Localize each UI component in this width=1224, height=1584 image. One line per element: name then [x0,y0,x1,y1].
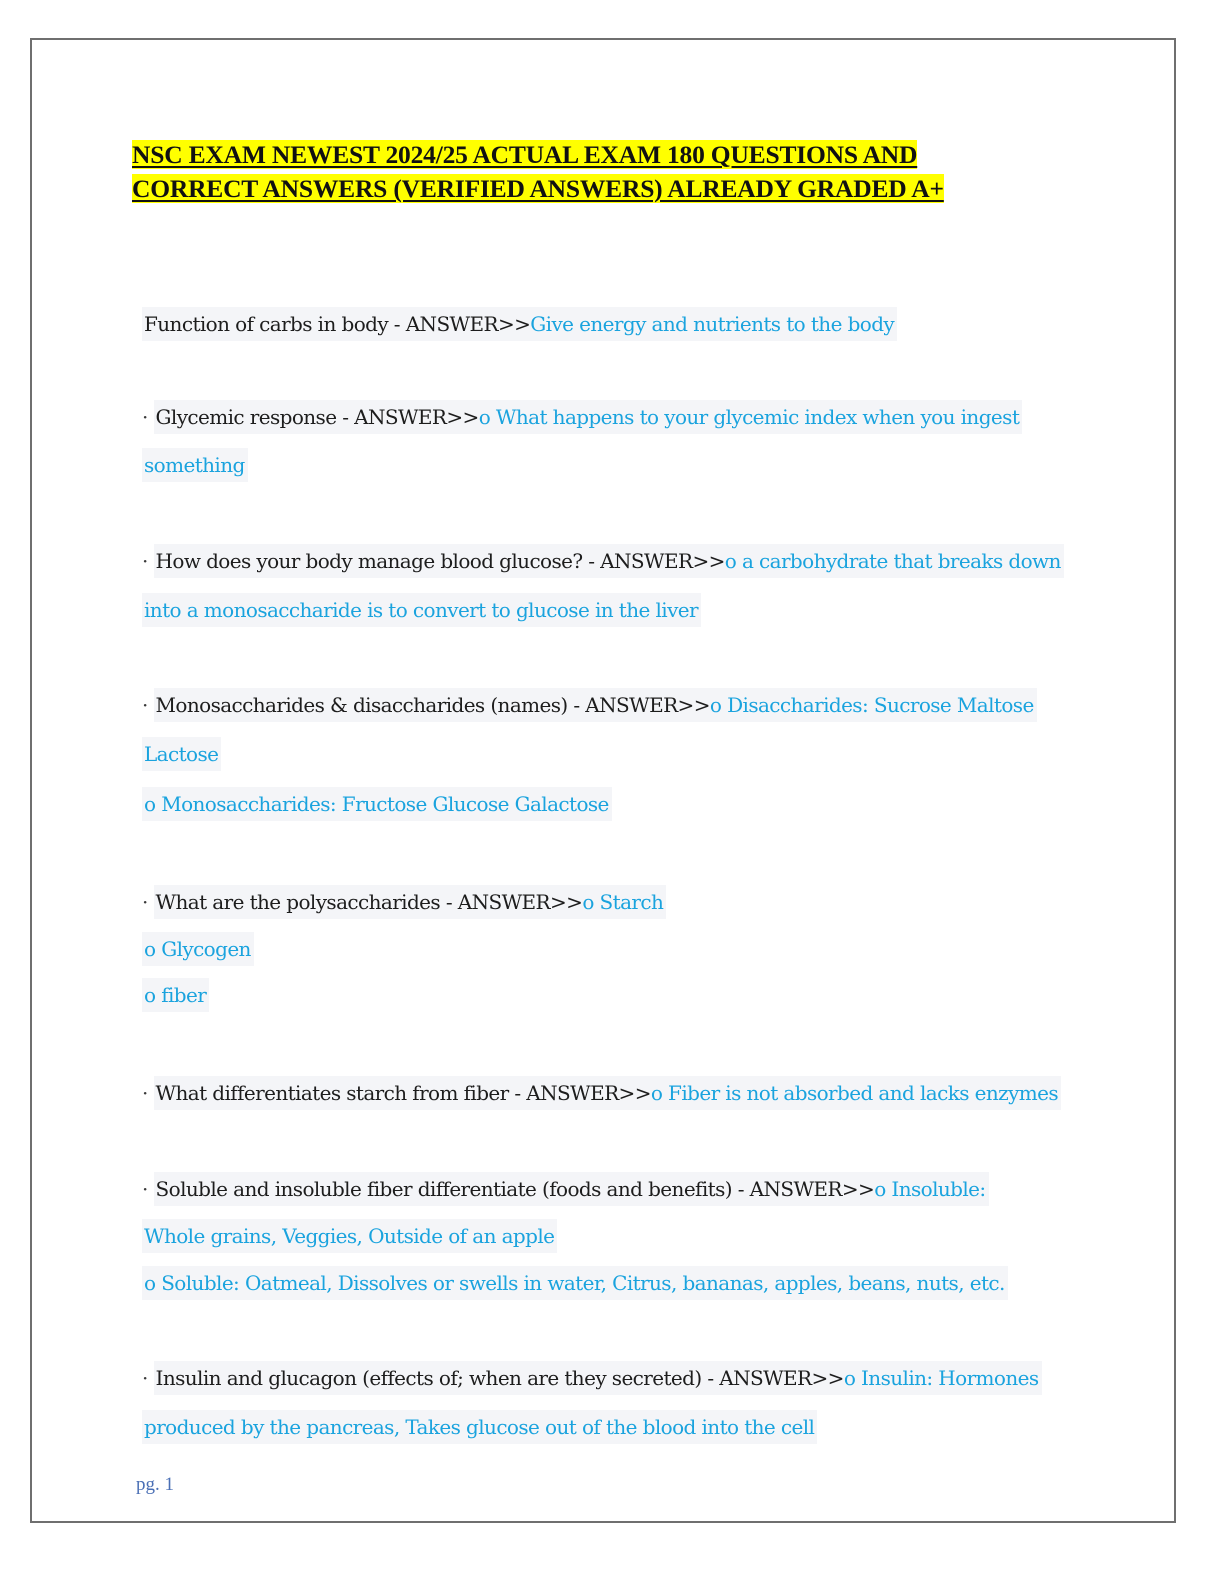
title-line-1: NSC EXAM NEWEST 2024/25 ACTUAL EXAM 180 QUESTIONS AND [132,140,918,169]
question-text: Glycemic response - ANSWER>> [155,405,479,429]
answer-continuation [142,1222,557,1250]
qa-item-4 [142,691,1037,719]
answer-continuation [142,1413,817,1441]
answer-text: produced by the pancreas, Takes glucose out of the blood into the cell [142,1410,817,1444]
question-text: What differentiates starch from fiber - ANSWER>> [155,1081,651,1105]
bullet: · [142,890,148,914]
bullet: · [142,1177,148,1201]
answer-text: o a carbohydrate that breaks down [724,549,1061,573]
bullet: · [142,549,148,573]
answer-continuation [142,451,248,479]
answer-text: o Insulin: Hormones [843,1366,1039,1390]
title-line-2: CORRECT ANSWERS (VERIFIED ANSWERS) ALREADY GRADED A+ [132,174,944,203]
qa-item-5 [142,888,666,916]
question-text: Monosaccharides & disaccharides (names) - ANSWER>> [155,693,710,717]
answer-continuation [142,596,701,624]
bullet: · [142,405,148,429]
bullet: · [142,693,148,717]
question-text: What are the polysaccharides - ANSWER>> [155,890,583,914]
question-text: Insulin and glucagon (effects of; when are they secreted) - ANSWER>> [155,1366,844,1390]
qa-item-7 [142,1175,989,1203]
answer-text: o Disaccharides: Sucrose Maltose [709,693,1034,717]
answer-text: o Starch [582,890,664,914]
answer-sub-item [142,1269,1008,1297]
answer-text: o Fiber is not absorbed and lacks enzymes [650,1081,1059,1105]
page-number: pg. 1 [136,1474,174,1495]
answer-continuation [142,740,221,768]
answer-text: o Glycogen [142,932,254,966]
qa-item-6 [142,1079,1061,1107]
answer-text: o fiber [142,978,209,1012]
answer-sub-item [142,935,254,963]
answer-sub-item [142,790,612,818]
bullet: · [142,1081,148,1105]
answer-text: into a monosaccharide is to convert to glucose in the liver [142,593,701,627]
qa-item-2 [142,403,1022,431]
bullet: · [142,1366,148,1390]
answer-text: o What happens to your glycemic index when you ingest [478,405,1020,429]
question-text: Function of carbs in body - ANSWER>> [144,312,531,336]
answer-text: Lactose [142,737,221,771]
answer-text: Whole grains, Veggies, Outside of an apple [142,1219,557,1253]
answer-text: o Monosaccharides: Fructose Glucose Galactose [142,787,612,821]
answer-text: Give energy and nutrients to the body [530,312,895,336]
answer-text: o Soluble: Oatmeal, Dissolves or swells in water, Citrus, bananas, apples, beans, nuts, etc. [142,1266,1008,1300]
answer-text: o Insoluble: [874,1177,986,1201]
qa-item-1 [142,310,897,338]
qa-item-8 [142,1364,1042,1392]
answer-text: something [142,448,248,482]
qa-item-3 [142,547,1064,575]
document-title [132,138,1092,206]
answer-sub-item [142,981,209,1009]
question-text: Soluble and insoluble fiber differentiate (foods and benefits) - ANSWER>> [155,1177,875,1201]
page-border [30,38,1176,1523]
question-text: How does your body manage blood glucose? - ANSWER>> [155,549,725,573]
